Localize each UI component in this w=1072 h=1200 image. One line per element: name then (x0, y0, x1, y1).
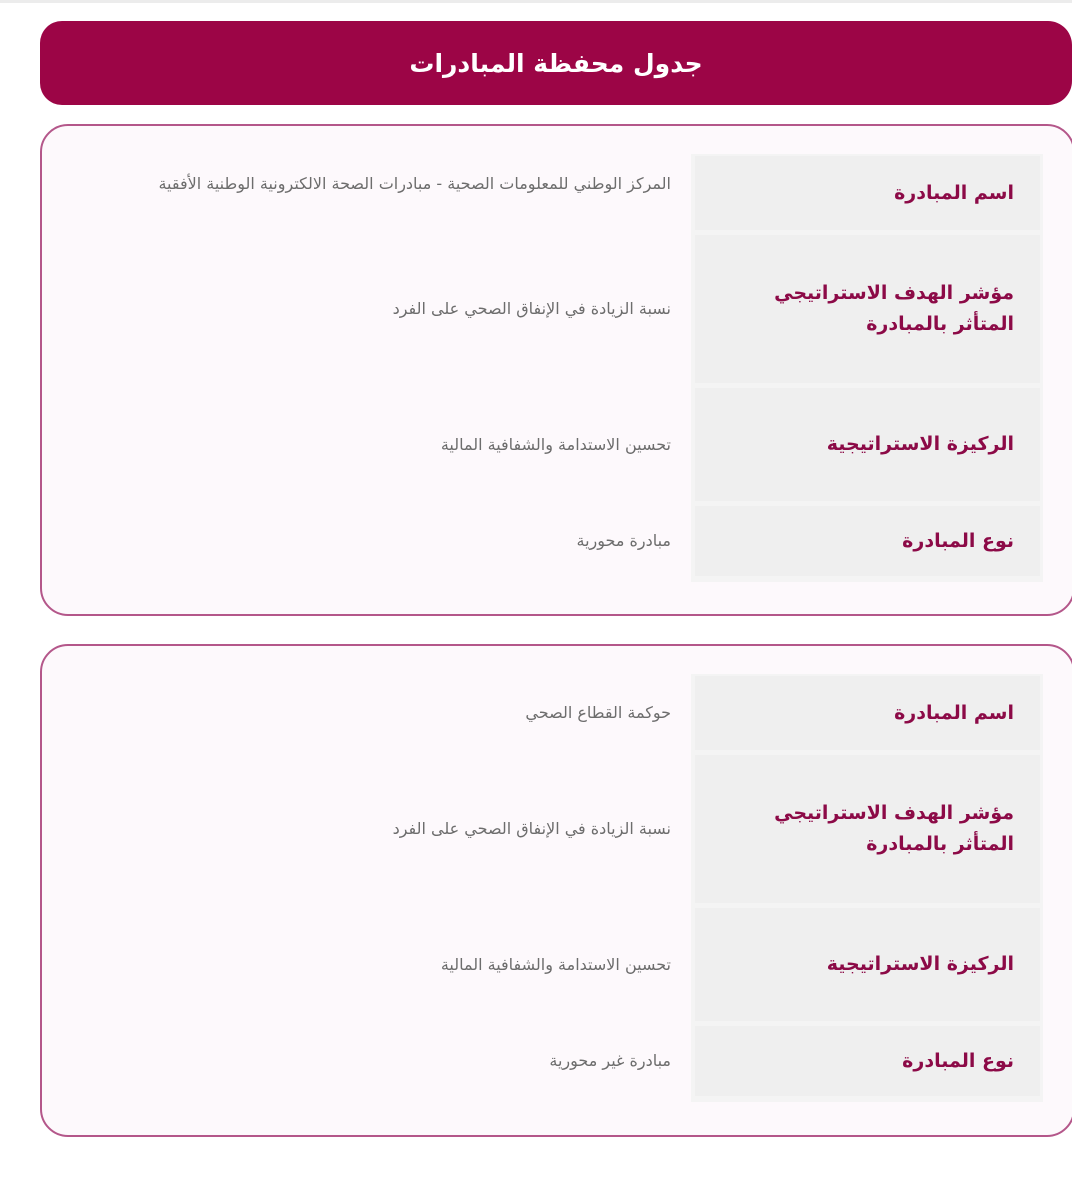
strategic-pillar-label: الركيزة الاستراتيجية (826, 953, 1014, 975)
strategic-indicator-label: مؤشر الهدف الاستراتيجي المتأثر بالمبادرة (774, 282, 1014, 335)
value-cell (82, 388, 671, 501)
label-cell (695, 676, 1040, 750)
strategic-indicator-value: نسبة الزيادة في الإنفاق الصحي على الفرد (392, 299, 671, 318)
label-cell (695, 1026, 1040, 1096)
value-cell (82, 506, 671, 576)
table-row-strategic-indicator (42, 755, 1072, 903)
strategic-pillar-value: تحسين الاستدامة والشفافية المالية (440, 954, 671, 974)
strategic-pillar-label: الركيزة الاستراتيجية (826, 433, 1014, 455)
initiative-card (40, 124, 1072, 616)
strategic-pillar-value: تحسين الاستدامة والشفافية المالية (440, 434, 671, 454)
top-divider (0, 0, 1072, 3)
label-cell (695, 235, 1040, 383)
table-row-strategic-pillar (42, 908, 1072, 1021)
value-cell (82, 235, 671, 383)
initiative-type-label: نوع المبادرة (902, 1049, 1014, 1072)
label-cell (695, 156, 1040, 230)
value-cell (82, 1026, 671, 1096)
value-cell (82, 908, 671, 1021)
initiative-name-label: اسم المبادرة (894, 181, 1014, 204)
initiative-type-value: مبادرة غير محورية (549, 1051, 671, 1070)
initiative-name-value: حوكمة القطاع الصحي (525, 703, 671, 722)
table-row-initiative-name (42, 156, 1072, 230)
initiative-name-label: اسم المبادرة (894, 701, 1014, 724)
initiative-type-label: نوع المبادرة (902, 529, 1014, 552)
strategic-indicator-label: مؤشر الهدف الاستراتيجي المتأثر بالمبادرة (774, 802, 1014, 855)
table-row-initiative-type (42, 506, 1072, 576)
table-row-initiative-name (42, 676, 1072, 750)
label-cell (695, 755, 1040, 903)
table-row-strategic-pillar (42, 388, 1072, 501)
page-title: جدول محفظة المبادرات (409, 48, 703, 78)
value-cell (82, 676, 671, 750)
initiative-name-value: المركز الوطني للمعلومات الصحية - مبادرات الصحة الالكترونية الوطنية الأفقية (158, 174, 671, 193)
label-cell (695, 388, 1040, 501)
table-row-initiative-type (42, 1026, 1072, 1096)
initiative-type-value: مبادرة محورية (576, 531, 671, 550)
strategic-indicator-value: نسبة الزيادة في الإنفاق الصحي على الفرد (392, 819, 671, 838)
value-cell (82, 755, 671, 903)
table-row-strategic-indicator (42, 235, 1072, 383)
page-header-bar (40, 21, 1072, 105)
label-cell (695, 908, 1040, 1021)
initiative-card (40, 644, 1072, 1137)
value-cell (82, 156, 671, 230)
label-cell (695, 506, 1040, 576)
